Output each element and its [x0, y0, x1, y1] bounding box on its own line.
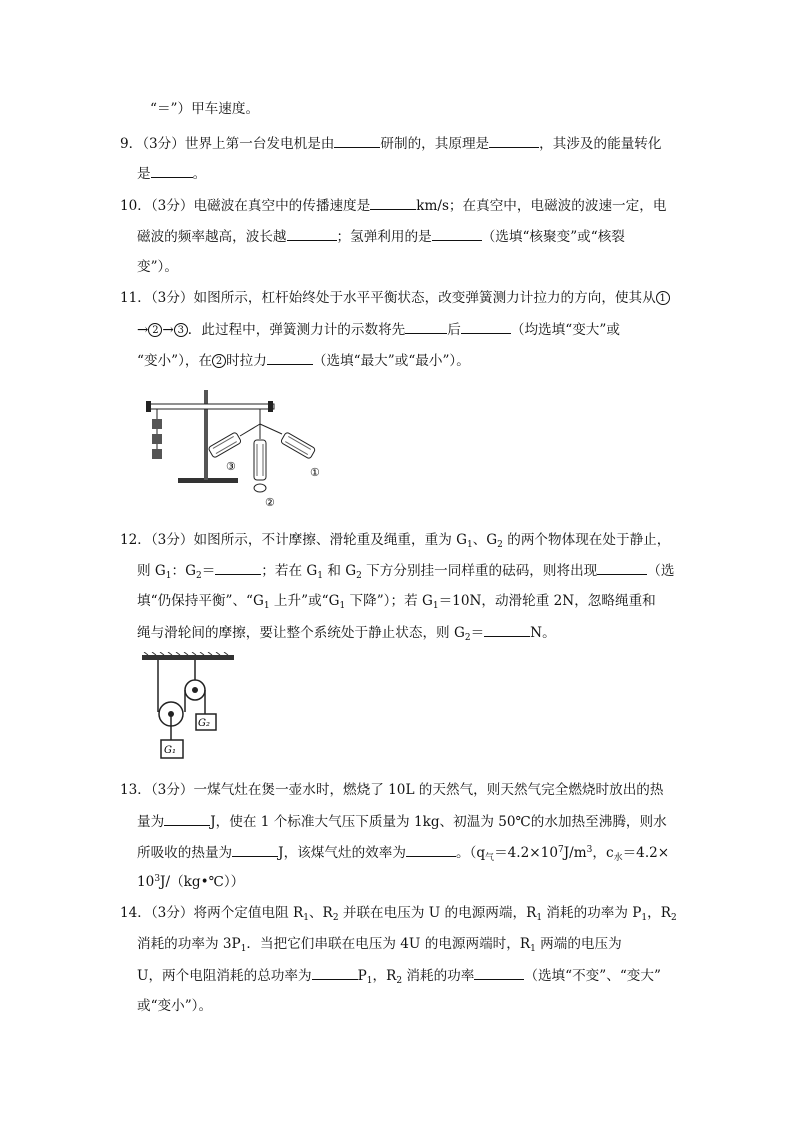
- q12-line1: 12．（3分）如图所示，不计摩擦、滑轮重及绳重，重为 $G_1$、$G_2$ 的两个物体现在处于静止，: [120, 532, 671, 550]
- answer-blank[interactable]: [215, 561, 261, 575]
- answer-blank[interactable]: [597, 561, 647, 575]
- q9-line1: 9．（3分）世界上第一台发电机是由 研制的，其原理是 ，其涉及的能量转化: [120, 136, 662, 152]
- circled-number: 2: [148, 323, 162, 337]
- pulley-figure: [140, 652, 240, 764]
- q10-line3: 变”）。: [137, 259, 178, 275]
- q9-line2: 是 。: [137, 166, 207, 182]
- label-3: ③: [226, 460, 236, 473]
- answer-blank[interactable]: [164, 812, 210, 826]
- label-1: ①: [310, 466, 320, 479]
- answer-blank[interactable]: [461, 320, 511, 334]
- answer-blank[interactable]: [484, 623, 530, 637]
- q14-line4: 或“变小”）。: [137, 998, 213, 1014]
- q12-line4: 绳与滑轮间的摩擦，要让整个系统处于静止状态，则 $G_2= N$。: [137, 625, 556, 643]
- circled-number: 2: [212, 354, 226, 368]
- q11-line1: 11．（3分）如图所示，杠杆始终处于水平平衡状态，改变弹簧测力计拉力的方向，使其从 1: [120, 289, 670, 307]
- label-g2: G₂: [198, 718, 210, 729]
- q13-line4: $10^3J/(kg•℃)$）: [137, 874, 245, 890]
- spring-scale-1: [280, 432, 315, 459]
- weights: [152, 419, 162, 459]
- q13-line3: 所吸收的热量为 J，该煤气灶的效率为 。（$q_气=4.2\times 10^7J/m^3$，$c_水=4.2\times$: [137, 845, 670, 863]
- q14-line3: U，两个电阻消耗的总功率为 $P_1$，$R_2$ 消耗的功率 （选填“不变”、“变大”: [137, 968, 661, 986]
- q13-line2: 量为 J，使在 1 个标准大气压下质量为 1kg、初温为 50℃的水加热至沸腾，则水: [137, 814, 667, 830]
- q14-line1: 14．（3分）将两个定值电阻 $R_1$、$R_2$ 并联在电压为 U 的电源两端，$R_1$ 消耗的功率为 $P_1$，$R_2$: [120, 905, 677, 923]
- answer-blank[interactable]: [151, 164, 193, 178]
- q10-line1: 10．（3分）电磁波在真空中的传播速度是 km/s；在真空中，电磁波的波速一定，电: [120, 198, 667, 214]
- q11-line2: → 2 → 3 ．此过程中，弹簧测力计的示数将先 后 （均选填“变大”或: [137, 322, 620, 338]
- answer-blank[interactable]: [405, 320, 447, 334]
- answer-blank[interactable]: [287, 227, 337, 241]
- spring-scale-2: [254, 440, 266, 492]
- label-2: ②: [265, 496, 275, 509]
- answer-blank[interactable]: [267, 351, 313, 365]
- circled-number: 1: [656, 291, 670, 305]
- answer-blank[interactable]: [406, 843, 456, 857]
- q10-line2: 磁波的频率越高，波长越 ；氢弹利用的是 （选填“核聚变”或“核裂: [137, 229, 625, 245]
- answer-blank[interactable]: [334, 134, 380, 148]
- q13-line1: 13．（3分）一煤气灶在煲一壶水时，燃烧了 10L 的天然气，则天然气完全燃烧时放出的热: [120, 782, 664, 798]
- answer-blank[interactable]: [370, 196, 416, 210]
- spring-scale-3: [208, 432, 242, 458]
- circled-number: 3: [174, 323, 188, 337]
- answer-blank[interactable]: [312, 966, 358, 980]
- answer-blank[interactable]: [489, 134, 539, 148]
- answer-blank[interactable]: [474, 966, 524, 980]
- q11-line3: “变小”），在 2 时拉力 （选填“最大”或“最小”）。: [137, 353, 470, 369]
- lever-figure: [140, 384, 340, 514]
- answer-blank[interactable]: [232, 843, 278, 857]
- q12-line2: 则 $G_1$：$G_2=$ ；若在 $G_1$ 和 $G_2$ 下方分别挂一同样重的砝码，则将出现 （选: [137, 563, 675, 581]
- lever-bar: [148, 404, 274, 409]
- q14-line2: 消耗的功率为 $3P_1$．当把它们串联在电压为 4U 的电源两端时，$R_1$ 两端的电压为: [137, 936, 622, 954]
- q12-line3: 填“仍保持平衡”、“$G_1$ 上升”或“$G_1$ 下降”）；若 $G_1=10N$，动滑轮重 2N，忽略绳重和: [137, 593, 656, 611]
- label-g1: G₁: [164, 745, 176, 756]
- ceiling: [142, 655, 234, 660]
- answer-blank[interactable]: [432, 227, 482, 241]
- q8-tail: “＝”）甲车速度。: [150, 101, 260, 117]
